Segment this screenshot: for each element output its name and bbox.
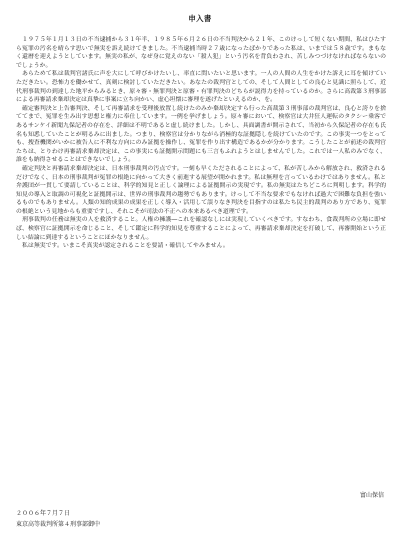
paragraph-6: 私は無実です。いまこそ真実が認定されることを要請・確信してやみません。 <box>22 243 229 250</box>
paragraph-3: 確定審判決と上告審判決、そして再審請求を受理後放置し続けたのみか棄却決定すら行った高裁第３刑事部の裁判官は、良心と誇りを捨ててまで、冤罪を生み出す思想と権力に奉仕しています。一例を挙げましょう。原々審において、検察官は大井狂人運転のタクシー乗客であるサンケイ新聞九保記者の存在を、詳細は不明であると虚し続けました。しかし、具面調書が開示されて、当初から久保記者の存在も氏名も知悉していたことが明るみに出ました。つまり、検察官は分かりながら消極的な証拠隠しを続けていたのです。この事実一つをとっても、捜査機関がいかに被告人に不利な方向にのみ証拠を操作し、冤罪を作り出す構造であるかが分かります。こうしたことが前述の裁判官たちは、とりわけ再審請求棄却決定は、この事実にも証拠開示問題にも三言もふれようとはしませんでした。これでは一人私のみでなく、誰をも納得させることはできないでしょう。 <box>16 105 386 164</box>
document-body <box>16 36 386 251</box>
document-date: ２００６年７月７日 <box>16 510 71 517</box>
paragraph-2: あらためて私は裁判官諸氏に声を大にして呼びかけたいし、率直に問いたいと思います。一人の人間の人生をかけた訴えに耳を傾けていただきたい。恐怖力を働かせて、真剣に検討していただきたい。あなたの裁判官としての、そして人間としての良心と見識に照らして、近代刑事裁判の到達した地平からみるとき、原々審・無罪判決と原審・有罪判決のどちらが説得力を持っているのか。さらに高裁第３刑事部による再審請求棄却決定は真摯に事案に立ち向かい、虚心坦懐に審理を遂げたといえるのか、を。 <box>16 71 386 104</box>
addressee: 東京高等裁判所第４刑事部御中 <box>16 521 101 528</box>
paragraph-5: 刑事裁判の任務は無実の人を救済すること。人権の擁護―これを確認なしには実現していくべきです。すなわち、食裁判所の立場に即せば、検察官に証拠開示を命じること、そして鑑定に科学的知見を尊重することによって、再審請求棄却決定を打破して、再審開始という正しい結論に到達するということにほかなりません。 <box>16 217 386 241</box>
paragraph-1: １９７５年１月１３日の不当逮捕から３１年半、１９８５年６月２６日の不当判決から２１年、このけっして短くない期間、私はひたすら冤罪の汚名を晴らす思いで無実を訴え続けてきました。不当逮捕当時２７歳になったばかりであった私は、いまでは５８歳です。まもなく還暦を迎えようとしています。無実の私が、なぜ身に覚えのない「殺人犯」という汚名を背負わされ、苦しみつづけなければならないのでしょうか。 <box>16 37 386 69</box>
paragraph-4: 確定判決と再審請求棄却決定は、日本刑事裁判の汚点です。一刻も早くただされることによって、私が苦しみから解放され、救済されるだけでなく、日本の刑事裁判が冤罪の根絶に向かって大きく前進する展望が開かれます。私は無理を言っているわけではありません。私と弁護団が一貫して要請していることは、科学的知見と正しく論理による証拠開示の実現です。私の無実はたちどころに判明します。科学的知見の導入と取調の可視化と証拠開示は、世界の刑事裁判の趨勢でもあります。けっして不当な要求でもなければ過大で困難な負担を強いるものでもありません。人類の知的成果の成果を正しく導入・活用して誤りなき判決を目指すのは私たち民主的裁判のあり方であり、冤罪の根絶という見地からも重要ですし、それこそが司法の不正への本来あるべき道理です。 <box>16 165 386 215</box>
document-title: 申入書 <box>188 14 212 23</box>
signature-name: 富山保信 <box>359 492 384 499</box>
